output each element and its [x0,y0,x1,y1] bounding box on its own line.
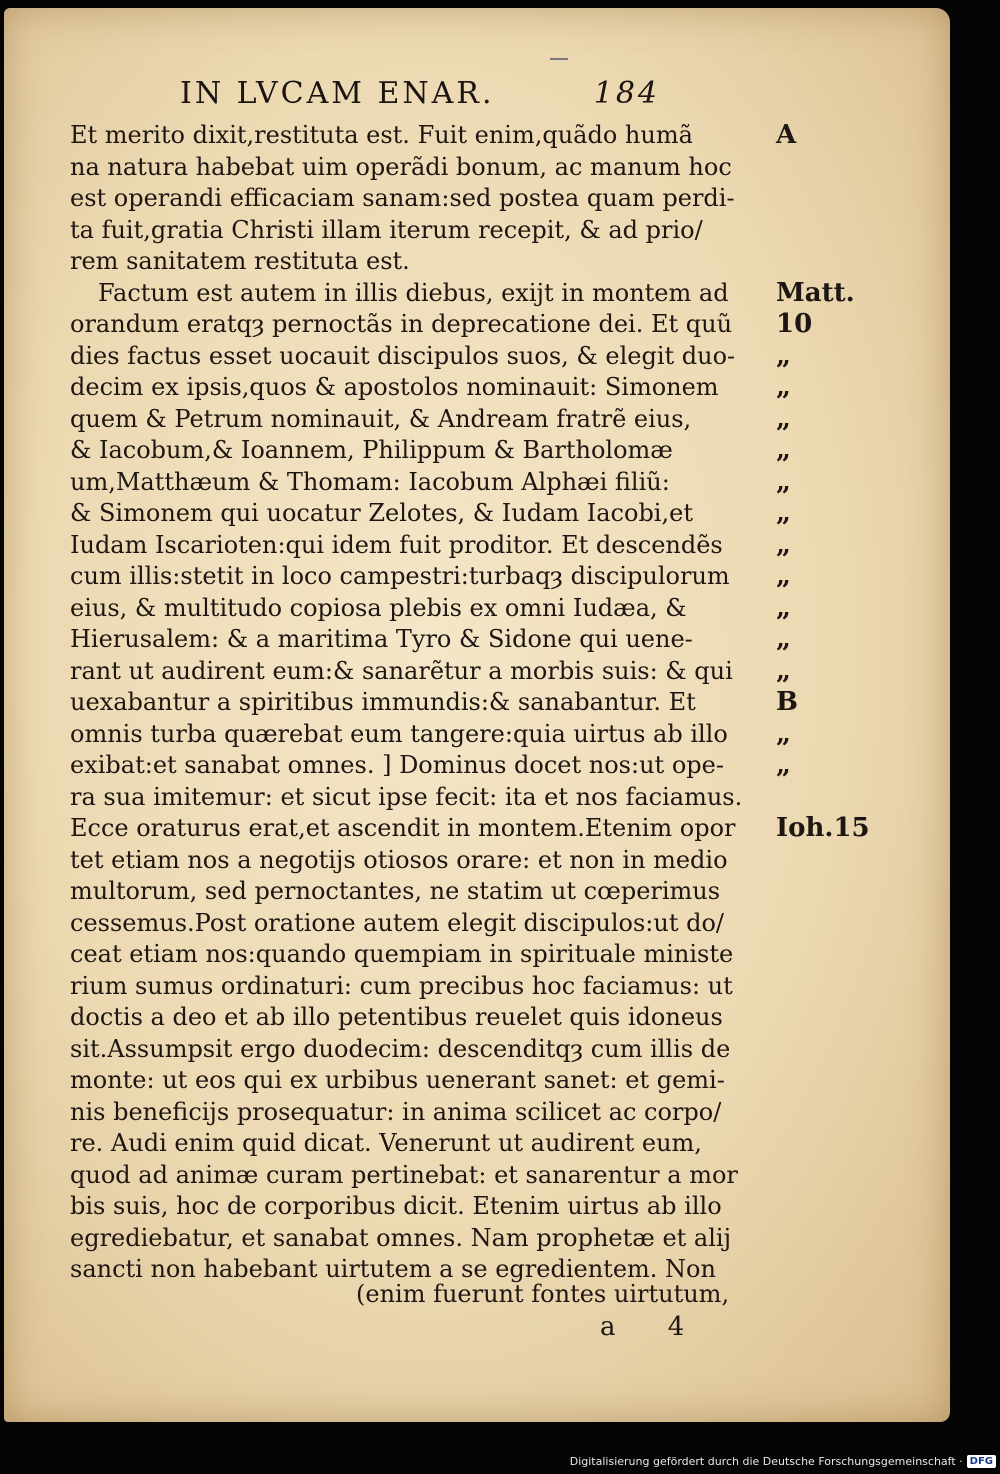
text-line: um,Matthæum & Thomam: Iacobum Alphæi filiũ: [70,467,670,496]
text-line: nis beneficijs prosequatur: in anima scilicet ac corpo/ [70,1097,722,1126]
margin-note: 10 [776,309,813,339]
text-line: quem & Petrum nominauit, & Andream fratrẽ eius, [70,404,692,433]
margin-note: „ [776,624,791,654]
text-line: egrediebatur, et sanabat omnes. Nam prophetæ et alij [70,1223,732,1252]
text-line: rium sumus ordinaturi: cum precibus hoc faciamus: ut [70,971,733,1000]
text-line: sancti non habebant uirtutem a se egredientem. Non [70,1255,716,1283]
signature-mark: a 4 [600,1312,707,1342]
text-line: Ecce oraturus erat,et ascendit in montem.Etenim opor [70,814,736,842]
margin-note: „ [776,561,791,591]
text-line: tet etiam nos a negotijs otiosos orare: et non in medio [70,845,728,874]
body-text [70,120,770,1286]
margin-note: „ [776,750,791,780]
text-line: na natura habebat uim operãdi bonum, ac manum hoc [70,152,732,181]
running-head-title: IN LVCAM ENAR. [180,76,495,111]
text-line: ceat etiam nos:quando quempiam in spirituale ministe [70,940,734,968]
text-line: & Iacobum,& Ioannem, Philippum & Bartholomæ [70,436,673,464]
margin-note: „ [776,655,791,686]
text-line: est operandi efficaciam sanam:sed postea quam perdi- [70,184,735,212]
text-line: eius, & multitudo copiosa plebis ex omni Iudæa, & [70,593,687,622]
running-head [180,76,660,120]
text-line: orandum eratqȝ pernoctãs in deprecatione dei. Et quũ [70,310,733,338]
margin-note: „ [776,498,791,528]
margin-note: „ [776,340,791,371]
text-line: sit.Assumpsit ergo duodecim: descenditqȝ cum illis de [70,1034,731,1063]
text-line: doctis a deo et ab illo petentibus reuelet quis idoneus [70,1003,723,1031]
top-mark [550,58,568,60]
text-line: dies factus esset uocauit discipulos suos, & elegit duo- [70,341,736,370]
text-line: cum illis:stetit in loco campestri:turbaqȝ discipulorum [70,562,730,590]
margin-note: Matt. [776,277,855,308]
text-line: uexabantur a spiritibus immundis:& sanabantur. Et [70,688,696,716]
text-line: ta fuit,gratia Christi illam iterum recepit, & ad prio/ [70,215,703,244]
text-line: multorum, sed pernoctantes, ne statim ut cœperimus [70,877,721,905]
text-line: re. Audi enim quid dicat. Venerunt ut audirent eum, [70,1129,702,1157]
margin-note: B [776,687,798,717]
text-line: bis suis, hoc de corporibus dicit. Etenim uirtus ab illo [70,1192,722,1220]
page-number: 184 [593,76,660,111]
margin-note: „ [776,403,791,434]
text-line: decim ex ipsis,quos & apostolos nominauit: Simonem [70,373,719,401]
catchword: (enim fuerunt fontes uirtutum, [356,1280,730,1308]
footer-text: Digitalisierung gefördert durch die Deutsche Forschungsgemeinschaft · [569,1454,963,1468]
text-line: ra sua imitemur: et sicut ipse fecit: ita et nos faciamus. [70,782,743,811]
text-line: Hierusalem: & a maritima Tyro & Sidone qui uene- [70,625,693,653]
dfg-logo-icon: DFG [967,1455,996,1468]
margin-note: „ [776,718,791,749]
text-line: cessemus.Post oratione autem elegit discipulos:ut do/ [70,908,724,937]
text-line: Iudam Iscarioten:qui idem fuit proditor. Et descendẽs [70,530,723,559]
text-line: & Simonem qui uocatur Zelotes, & Iudam Iacobi,et [70,499,693,527]
margin-note: „ [776,466,791,497]
text-line: monte: ut eos qui ex urbibus uenerant sanet: et gemi- [70,1066,725,1094]
margin-note: „ [776,592,791,623]
margin-note: „ [776,372,791,402]
margin-note: A [776,120,797,150]
book-page [4,8,950,1422]
text-line: Factum est autem in illis diebus, exijt in montem ad [98,278,729,307]
margin-note: „ [776,435,791,465]
text-line: Et merito dixit,restituta est. Fuit enim,quãdo humã [70,121,693,149]
margin-note: „ [776,529,791,560]
margin-note: Ioh.15 [776,813,870,843]
text-line: rem sanitatem restituta est. [70,247,410,275]
dfg-footer [570,1452,996,1470]
text-line: rant ut audirent eum:& sanarẽtur a morbis suis: & qui [70,656,733,685]
text-line: quod ad animæ curam pertinebat: et sanarentur a mor [70,1160,738,1189]
text-line: omnis turba quærebat eum tangere:quia uirtus ab illo [70,719,728,748]
text-line: exibat:et sanabat omnes. ] Dominus docet nos:ut ope- [70,751,724,779]
